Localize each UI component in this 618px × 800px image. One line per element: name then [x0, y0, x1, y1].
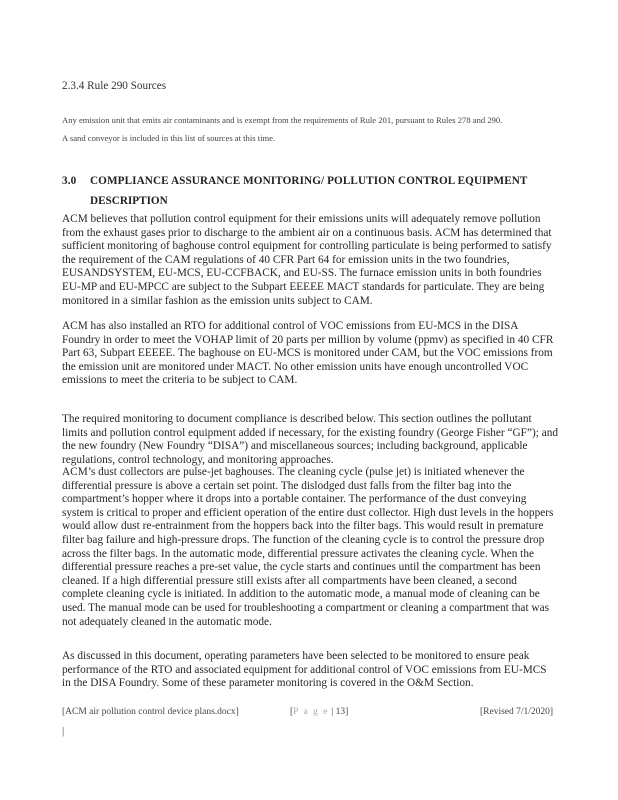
section-3-heading [62, 175, 528, 187]
section-2-3-4-line-2: A sand conveyor is included in this list of sources at this time. [62, 133, 276, 143]
section-3-number: 3.0 [62, 175, 77, 187]
paragraph-2: ACM has also installed an RTO for additional control of VOC emissions from EU-MCS in the DISA Foundry in order to meet the VOHAP limit of 20 parts per million by volume (ppmv) as specified in 40 CFR Part 63, Subpart EEEEE. The baghouse on EU-MCS is monitored under CAM, but the VOC emissions from the emission unit are monitored under MACT. No other emission units have enough uncontrolled VOC emissions to meet the criteria to be subject to CAM. [62, 320, 554, 387]
footer-filename: [ACM air pollution control device plans.docx] [62, 707, 239, 717]
footer-page-value: 13 [335, 707, 346, 717]
footer-page-number: [P a g e | 13] [290, 707, 349, 717]
footer-page-label: P a g e [293, 707, 329, 717]
section-2-3-4-line-1: Any emission unit that emits air contaminants and is exempt from the requirements of Rule 201, pursuant to Rules 278 and 290. [62, 115, 503, 125]
section-2-3-4-heading: 2.3.4 Rule 290 Sources [62, 80, 167, 92]
paragraph-5: As discussed in this document, operating parameters have been selected to be monitored to ensure peak performance of the RTO and associated equipment for additional control of VOC emissions from EU-MCS in the DISA Foundry. Some of these parameter monitoring is covered in the O&M Section. [62, 650, 547, 690]
footer-mark: | [62, 725, 65, 737]
paragraph-4: ACM’s dust collectors are pulse-jet baghouses. The cleaning cycle (pulse jet) is initiated whenever the differential pressure is above a certain set point. The dislodged dust falls from the filter bag into the compartment’s hopper where it drops into a portable container. The performance of the dust conveying system is critical to proper and efficient operation of the entire dust collector. High dust levels in the hoppers would allow dust re-entrainment from the hoppers back into the filter bags. This would result in premature filter bag failure and high-pressure drops. The function of the cleaning cycle is to control the pressure drop across the filter bags. In the automatic mode, differential pressure activates the cleaning cycle. When the differential pressure reaches a pre-set value, the cycle starts and continues until the compartment has been cleaned. If a high differential pressure still exists after all compartments have been cleaned, a second complete cleaning cycle is initiated. In addition to the automatic mode, a manual mode of cleaning can be used. The manual mode can be used for troubleshooting a compartment or cleaning a compartment that was not adequately cleaned in the automatic mode. [62, 466, 554, 628]
footer-revised-date: [Revised 7/1/2020] [480, 707, 554, 717]
paragraph-3: The required monitoring to document compliance is described below. This section outlines the pollutant limits and pollution control equipment added if necessary, for the existing foundry (George Fisher “GF”); and the new foundry (New Foundry “DISA”) and miscellaneous sources; including background, applicable regulations, control technology, and monitoring approaches. [62, 413, 559, 466]
section-3-title-line-1: COMPLIANCE ASSURANCE MONITORING/ POLLUTION CONTROL EQUIPMENT [90, 175, 528, 187]
section-3-title-line-2: DESCRIPTION [90, 195, 168, 207]
paragraph-1: ACM believes that pollution control equipment for their emissions units will adequately remove pollution from the exhaust gases prior to discharge to the ambient air on a continuous basis. ACM has determined that sufficient monitoring of baghouse control equipment for controlling particulate is being performed to satisfy the requirement of the CAM regulations of 40 CFR Part 64 for emission units in the two foundries, EUSANDSYSTEM, EU-MCS, EU-CCFBACK, and EU-SS. The furnace emission units in both foundries EU-MP and EU-MPCC are subject to the Subpart EEEEE MACT standards for particulate. They are being monitored in a similar fashion as the emission units subject to CAM. [62, 213, 552, 307]
